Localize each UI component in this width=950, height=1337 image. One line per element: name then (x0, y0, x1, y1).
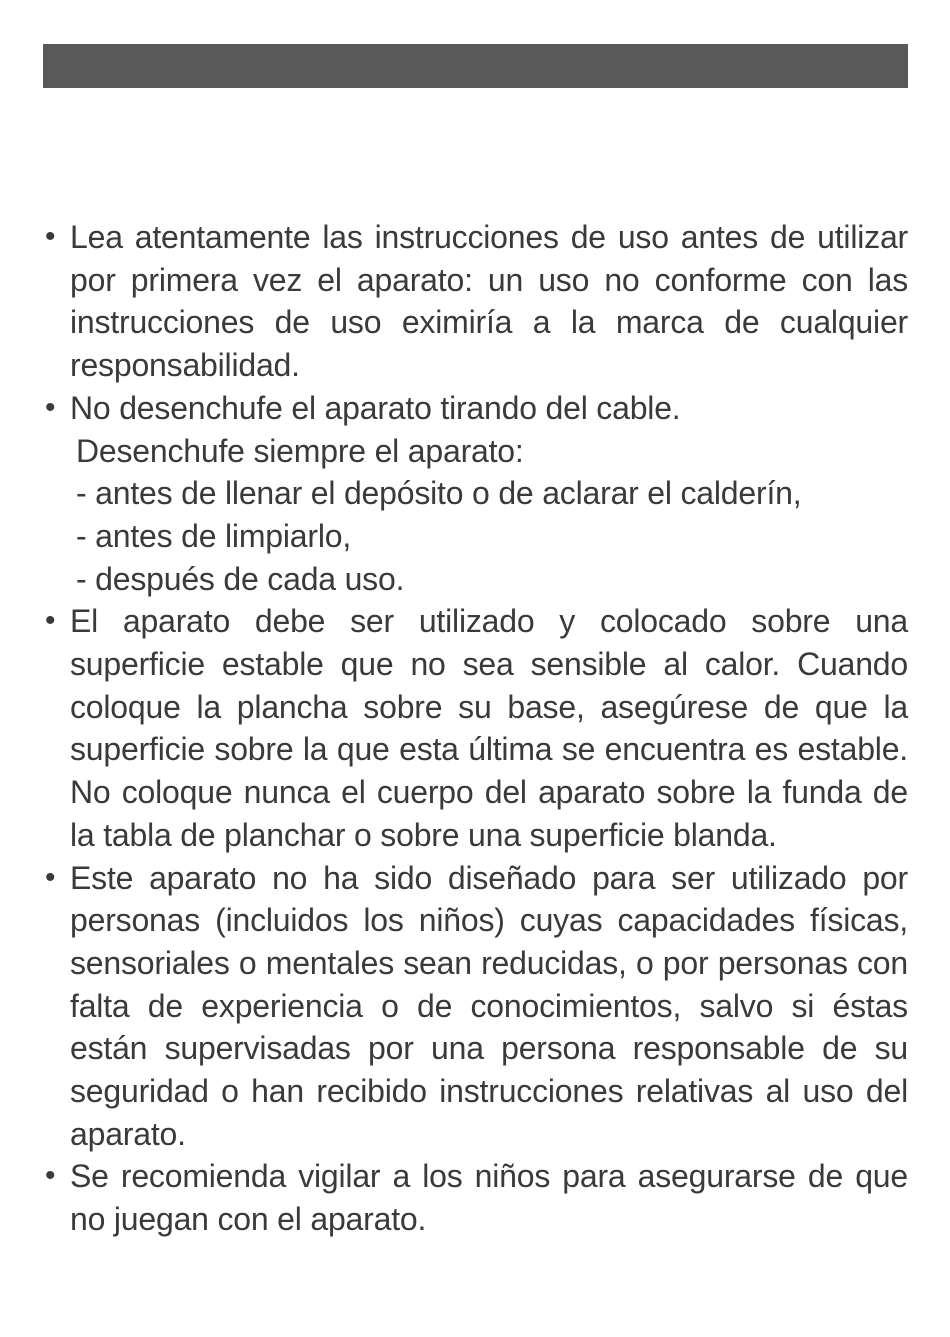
list-item (43, 216, 908, 387)
item-text: Lea atentamente las instrucciones de uso antes de utilizar por primera vez el aparato: un uso no conforme con las instrucciones de uso eximiría a la marca de cualquier responsabilidad. (70, 219, 908, 384)
bullet-icon: • (45, 1159, 56, 1193)
item-text: Este aparato no ha sido diseñado para ser utilizado por personas (incluidos los niños) cuyas capacidades físicas, sensoriales o mentales sean reducidas, o por personas con falta de experiencia o de conocimientos, salvo si éstas están supervisadas por una persona responsable de su seguridad o han recibido instrucciones relativas al uso del aparato. (70, 859, 908, 1152)
bullet-icon: • (45, 604, 56, 638)
bullet-icon: • (45, 220, 56, 253)
item-sub-line: - antes de limpiarlo, (76, 517, 352, 554)
header-bar (43, 44, 908, 88)
list-item (43, 600, 908, 856)
item-sub-intro: Desenchufe siempre el aparato: (76, 432, 524, 469)
item-text: Se recomienda vigilar a los niños para asegurarse de que no juegan con el aparato. (70, 1158, 908, 1238)
bullet-icon: • (45, 390, 56, 424)
list-item (43, 1155, 908, 1240)
item-text: No desenchufe el aparato tirando del cable. (70, 389, 681, 426)
safety-instructions (43, 216, 908, 1241)
list-item (43, 387, 908, 601)
item-sub-line: - antes de llenar el depósito o de aclarar el calderín, (76, 475, 802, 512)
list-item (43, 857, 908, 1156)
bullet-icon: • (45, 860, 56, 894)
item-text: El aparato debe ser utilizado y colocado sobre una superficie estable que no sea sensible al calor. Cuando coloque la plancha sobre su base, asegúrese de que la superficie sobre la que esta última se encuentra es estable. No coloque nunca el cuerpo del aparato sobre la funda de la tabla de planchar o sobre una superficie blanda. (70, 603, 908, 853)
item-sub-line: - después de cada uso. (76, 560, 405, 597)
